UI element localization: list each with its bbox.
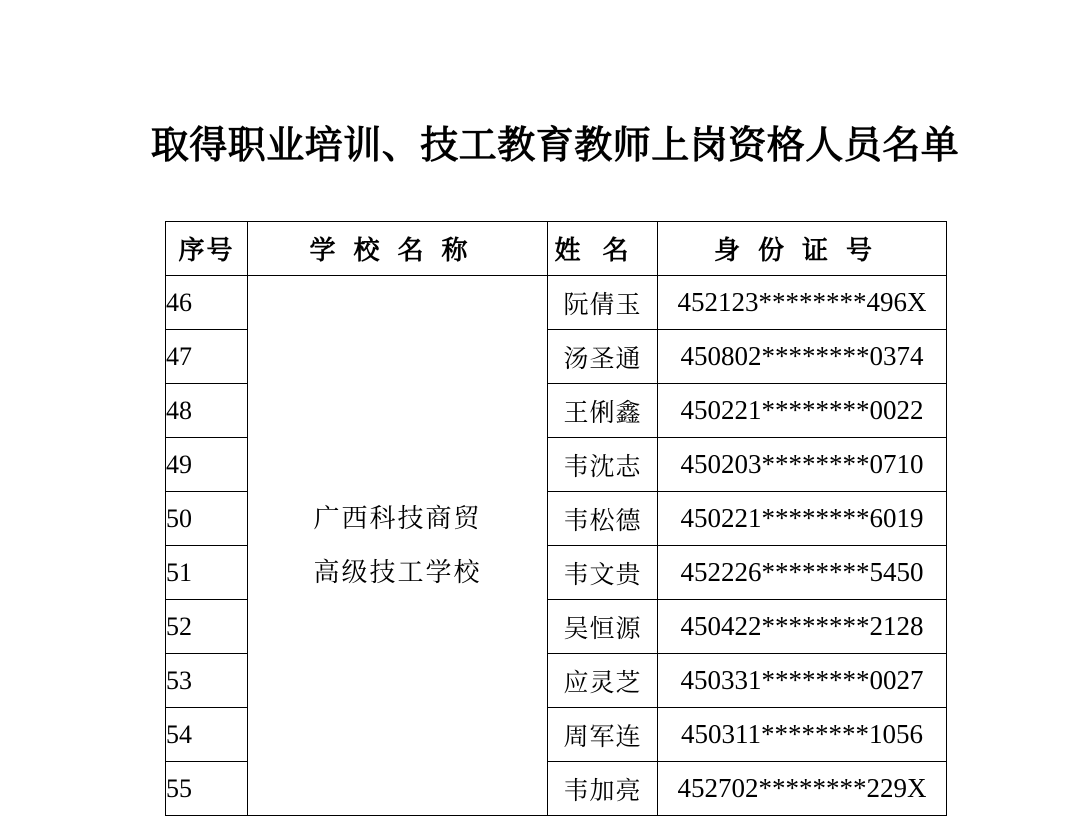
row-serial-number: 51 [166, 546, 248, 600]
row-id-number: 452226********5450 [658, 546, 947, 600]
table-header-row [166, 222, 947, 276]
header-serial-number: 序号 [166, 222, 248, 276]
row-serial-number: 46 [166, 276, 248, 330]
row-serial-number: 55 [166, 762, 248, 816]
row-serial-number: 54 [166, 708, 248, 762]
row-person-name: 应灵芝 [548, 654, 658, 708]
page-title: 取得职业培训、技工教育教师上岗资格人员名单 [150, 122, 960, 167]
row-person-name: 吴恒源 [548, 600, 658, 654]
row-person-name: 阮倩玉 [548, 276, 658, 330]
row-serial-number: 48 [166, 384, 248, 438]
row-person-name: 韦加亮 [548, 762, 658, 816]
school-name-line-1: 广西科技商贸 [313, 503, 482, 534]
row-id-number: 450422********2128 [658, 600, 947, 654]
row-id-number: 450311********1056 [658, 708, 947, 762]
header-person-name: 姓名 [548, 222, 658, 276]
school-name-cell [248, 276, 548, 816]
row-person-name: 韦松德 [548, 492, 658, 546]
header-id-number: 身份证号 [658, 222, 947, 276]
row-serial-number: 50 [166, 492, 248, 546]
row-id-number: 452123********496X [658, 276, 947, 330]
row-serial-number: 47 [166, 330, 248, 384]
row-id-number: 450221********0022 [658, 384, 947, 438]
row-serial-number: 53 [166, 654, 248, 708]
row-person-name: 韦文贵 [548, 546, 658, 600]
row-id-number: 452702********229X [658, 762, 947, 816]
header-school-name: 学校名称 [248, 222, 548, 276]
school-name-line-2: 高级技工学校 [313, 557, 482, 588]
row-person-name: 周军连 [548, 708, 658, 762]
table-row [166, 276, 947, 330]
row-id-number: 450203********0710 [658, 438, 947, 492]
row-serial-number: 49 [166, 438, 248, 492]
row-person-name: 王俐鑫 [548, 384, 658, 438]
row-id-number: 450221********6019 [658, 492, 947, 546]
row-person-name: 汤圣通 [548, 330, 658, 384]
row-person-name: 韦沈志 [548, 438, 658, 492]
personnel-table [165, 221, 947, 816]
row-id-number: 450802********0374 [658, 330, 947, 384]
row-id-number: 450331********0027 [658, 654, 947, 708]
row-serial-number: 52 [166, 600, 248, 654]
